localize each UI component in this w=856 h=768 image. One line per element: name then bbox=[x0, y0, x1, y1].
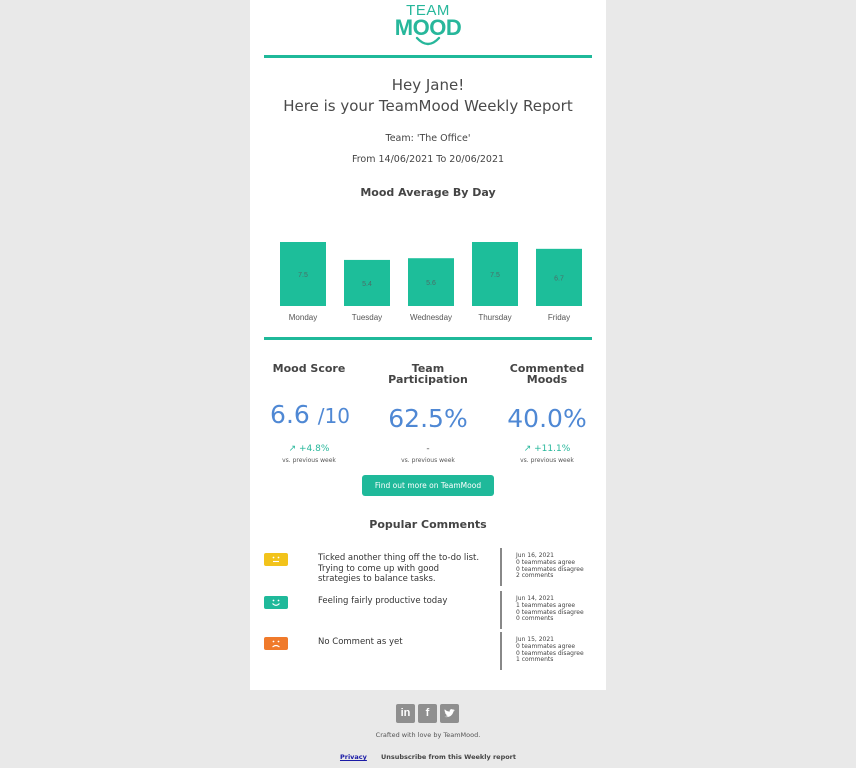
chart-svg bbox=[250, 200, 606, 330]
greeting: Hey Jane! bbox=[391, 76, 465, 94]
logo-line2: MOOD bbox=[394, 15, 462, 40]
metric-mood-score-delta: ↗ +4.8% bbox=[288, 444, 330, 454]
email-card bbox=[250, 0, 606, 690]
comment-disagree-count: 0 teammates disagree bbox=[516, 565, 584, 573]
date-range: From 14/06/2021 To 20/06/2021 bbox=[351, 154, 505, 165]
comment-separator bbox=[500, 632, 502, 670]
comment-agree-count: 1 teammates agree bbox=[516, 601, 576, 609]
category-label: Wednesday bbox=[409, 313, 453, 322]
bar-value-label: 7.5 bbox=[490, 272, 500, 279]
divider-top bbox=[264, 55, 592, 58]
social-links bbox=[396, 704, 459, 724]
find-out-more-button[interactable]: Find out more on TeamMood bbox=[362, 475, 494, 496]
comment-reply-count: 2 comments bbox=[516, 572, 554, 580]
bar-value-label: 5.4 bbox=[362, 280, 372, 288]
comment-separator bbox=[500, 548, 502, 586]
metric-commented-title bbox=[497, 363, 597, 385]
logo-line1: TEAM bbox=[406, 2, 450, 19]
comment-line: strategies to balance tasks. bbox=[318, 574, 436, 584]
category-label: Monday bbox=[288, 313, 318, 322]
metric-commented-value: 40.0% bbox=[507, 404, 587, 433]
metric-participation-vs: vs. previous week bbox=[401, 457, 455, 464]
smile-icon bbox=[415, 36, 441, 46]
linkedin-icon[interactable]: in bbox=[396, 704, 415, 723]
comment-date: Jun 16, 2021 bbox=[516, 552, 555, 559]
mood-score-suffix: /10 bbox=[317, 404, 350, 428]
comment-separator bbox=[500, 591, 502, 629]
chart-title: Mood Average By Day bbox=[360, 186, 496, 199]
comment-disagree-count: 0 teammates disagree bbox=[516, 649, 584, 657]
category-label: Friday bbox=[547, 313, 571, 322]
bar-value-label: 6.7 bbox=[554, 275, 564, 283]
comment-item bbox=[264, 548, 592, 586]
metric-participation-delta: - bbox=[426, 444, 430, 454]
comment-agree-count: 0 teammates agree bbox=[516, 642, 576, 650]
footer-links bbox=[250, 753, 606, 761]
category-label: Thursday bbox=[478, 313, 512, 322]
metric-participation-value: 62.5% bbox=[388, 404, 468, 433]
metric-commented-vs: vs. previous week bbox=[520, 457, 574, 464]
divider-middle bbox=[264, 337, 592, 340]
mood-score-number: 6.6 bbox=[270, 400, 310, 429]
metric-title-line: Team bbox=[411, 362, 445, 375]
category-label: Tuesday bbox=[351, 313, 383, 322]
bar-value-label: 5.6 bbox=[426, 280, 436, 288]
comment-line: No Comment as yet bbox=[318, 637, 403, 647]
comment-meta bbox=[516, 553, 606, 580]
comment-disagree-count: 0 teammates disagree bbox=[516, 608, 584, 616]
comment-item bbox=[264, 632, 592, 670]
metric-mood-score-title bbox=[259, 363, 359, 374]
metric-mood-score-vs: vs. previous week bbox=[282, 457, 336, 464]
comment-line: Ticked another thing off the to-do list. bbox=[318, 553, 480, 563]
neutral-mood-icon bbox=[264, 553, 288, 566]
mood-bar-chart bbox=[250, 200, 606, 330]
crafted-text: Crafted with love by TeamMood. bbox=[375, 731, 481, 739]
comment-item bbox=[264, 591, 592, 629]
comments-title: Popular Comments bbox=[369, 518, 487, 531]
comment-date: Jun 14, 2021 bbox=[516, 595, 555, 602]
metric-title-line: Commented bbox=[509, 362, 585, 375]
facebook-icon[interactable]: f bbox=[418, 704, 437, 723]
team-name: Team: 'The Office' bbox=[385, 133, 471, 144]
report-title: Here is your TeamMood Weekly Report bbox=[283, 97, 573, 115]
metric-title-line: Mood Score bbox=[272, 362, 346, 375]
teammood-logo[interactable] bbox=[250, 4, 606, 38]
metric-title-line: Participation bbox=[388, 373, 468, 386]
comment-agree-count: 0 teammates agree bbox=[516, 558, 576, 566]
twitter-icon[interactable] bbox=[440, 704, 459, 723]
comment-reply-count: 0 comments bbox=[516, 615, 554, 623]
comment-date: Jun 15, 2021 bbox=[516, 636, 555, 643]
unsubscribe-link[interactable]: Unsubscribe from this Weekly report bbox=[380, 753, 516, 761]
comment-text bbox=[318, 596, 494, 607]
metric-mood-score-value bbox=[250, 400, 370, 429]
privacy-link[interactable]: Privacy bbox=[339, 753, 367, 761]
metric-commented-delta: ↗ +11.1% bbox=[523, 444, 571, 454]
comment-line: Trying to come up with good bbox=[318, 563, 440, 574]
happy-mood-icon bbox=[264, 596, 288, 609]
comment-line: Feeling fairly productive today bbox=[318, 596, 448, 606]
comment-meta bbox=[516, 637, 606, 664]
comment-text bbox=[318, 553, 494, 585]
sad-mood-icon bbox=[264, 637, 288, 650]
comment-text bbox=[318, 637, 494, 648]
comment-reply-count: 1 comments bbox=[516, 656, 554, 664]
metric-participation-title bbox=[378, 363, 478, 385]
bar-value-label: 7.5 bbox=[298, 272, 308, 279]
comment-meta bbox=[516, 596, 606, 623]
metric-title-line: Moods bbox=[526, 373, 568, 386]
